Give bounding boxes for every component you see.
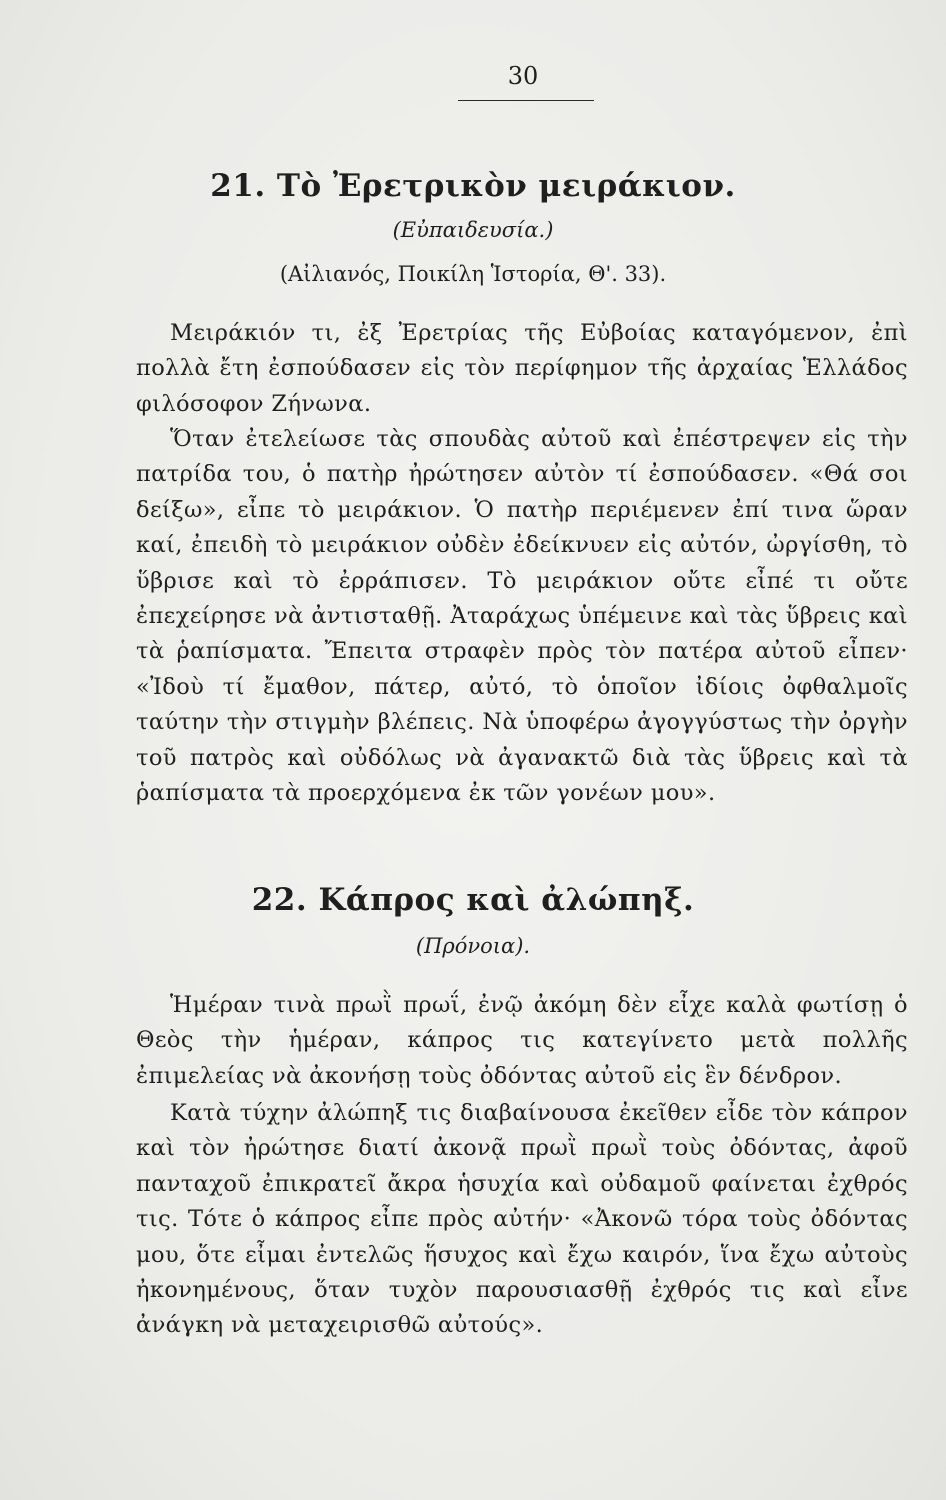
section-source-21: (Αἰλιανός, Ποικίλη Ἱστορία, Θ'. 33).: [279, 262, 667, 286]
header-rule: [458, 100, 594, 101]
section-subtitle-22: (Πρόνοια).: [415, 934, 531, 958]
paragraph-3: Ἡμέραν τινὰ πρωῒ πρωΐ, ἐνῷ ἀκόμη δὲν εἶχε καλὰ φωτίσῃ ὁ Θεὸς τὴν ἡμέραν, κάπρος τις κατεγίνετο μετὰ πολλῆς ἐπιμελείας νὰ ἀκονήσῃ τοὺς ὀδόντας αὐτοῦ εἰς ἓν δένδρον.: [136, 992, 908, 1089]
section-subtitle-21: (Εὐπαιδευσία.): [392, 218, 554, 242]
section-title-21: 21. Τὸ Ἐρετρικὸν μειράκιον.: [210, 168, 736, 204]
page-number: 30: [507, 62, 539, 90]
section-title-22: 22. Κάπρος καὶ ἀλώπηξ.: [251, 882, 695, 918]
paragraph-1: Μειράκιόν τι, ἐξ Ἐρετρίας τῆς Εὐβοίας καταγόμενον, ἐπὶ πολλὰ ἔτη ἐσπούδασεν εἰς τὸν περίφημον τῆς ἀρχαίας Ἑλλάδος φιλόσοφον Ζήνωνα.: [136, 320, 908, 417]
paragraph-4: Κατὰ τύχην ἀλώπηξ τις διαβαίνουσα ἐκεῖθεν εἶδε τὸν κάπρον καὶ τὸν ἠρώτησε διατί ἀκονᾷ πρωῒ πρωῒ τοὺς ὀδόντας, ἀφοῦ πανταχοῦ ἐπικρατεῖ ἄκρα ἡσυχία καὶ οὐδαμοῦ φαίνεται ἐχθρός τις. Τότε ὁ κάπρος εἶπε πρὸς αὐτήν· «Ἀκονῶ τόρα τοὺς ὀδόντας μου, ὅτε εἶμαι ἐντελῶς ἥσυχος καὶ ἔχω καιρόν, ἵνα ἔχω αὐτοὺς ἠκονημένους, ὅταν τυχὸν παρουσιασθῇ ἐχθρός τις καὶ εἶνε ἀνάγκη νὰ μεταχειρισθῶ αὐτούς».: [136, 1100, 908, 1339]
paragraph-2: Ὅταν ἐτελείωσε τὰς σπουδὰς αὐτοῦ καὶ ἐπέστρεψεν εἰς τὴν πατρίδα του, ὁ πατὴρ ἠρώτησεν αὐτὸν τί ἐσπούδασεν. «Θά σοι δείξω», εἶπε τὸ μειράκιον. Ὁ πατὴρ περιέμενεν ἐπί τινα ὥραν καί, ἐπειδὴ τὸ μειράκιον οὐδὲν ἐδείκνυεν εἰς αὐτόν, ὠργίσθη, τὸ ὕβρισε καὶ τὸ ἐρράπισεν. Τὸ μειράκιον οὔτε εἶπέ τι οὔτε ἐπεχείρησε νὰ ἀντισταθῇ. Ἀταράχως ὑπέμεινε καὶ τὰς ὕβρεις καὶ τὰ ῥαπίσματα. Ἔπειτα στραφὲν πρὸς τὸν πατέρα αὐτοῦ εἶπεν· «Ἰδοὺ τί ἔμαθον, πάτερ, αὐτό, τὸ ὁποῖον ἰδίοις ὀφθαλμοῖς ταύτην τὴν στιγμὴν βλέπεις. Νὰ ὑποφέρω ἀγογγύστως τὴν ὀργὴν τοῦ πατρὸς καὶ οὐδόλως νὰ ἀγανακτῶ διὰ τὰς ὕβρεις καὶ τὰ ῥαπίσματα τὰ προερχόμενα ἐκ τῶν γονέων μου».: [136, 426, 908, 807]
